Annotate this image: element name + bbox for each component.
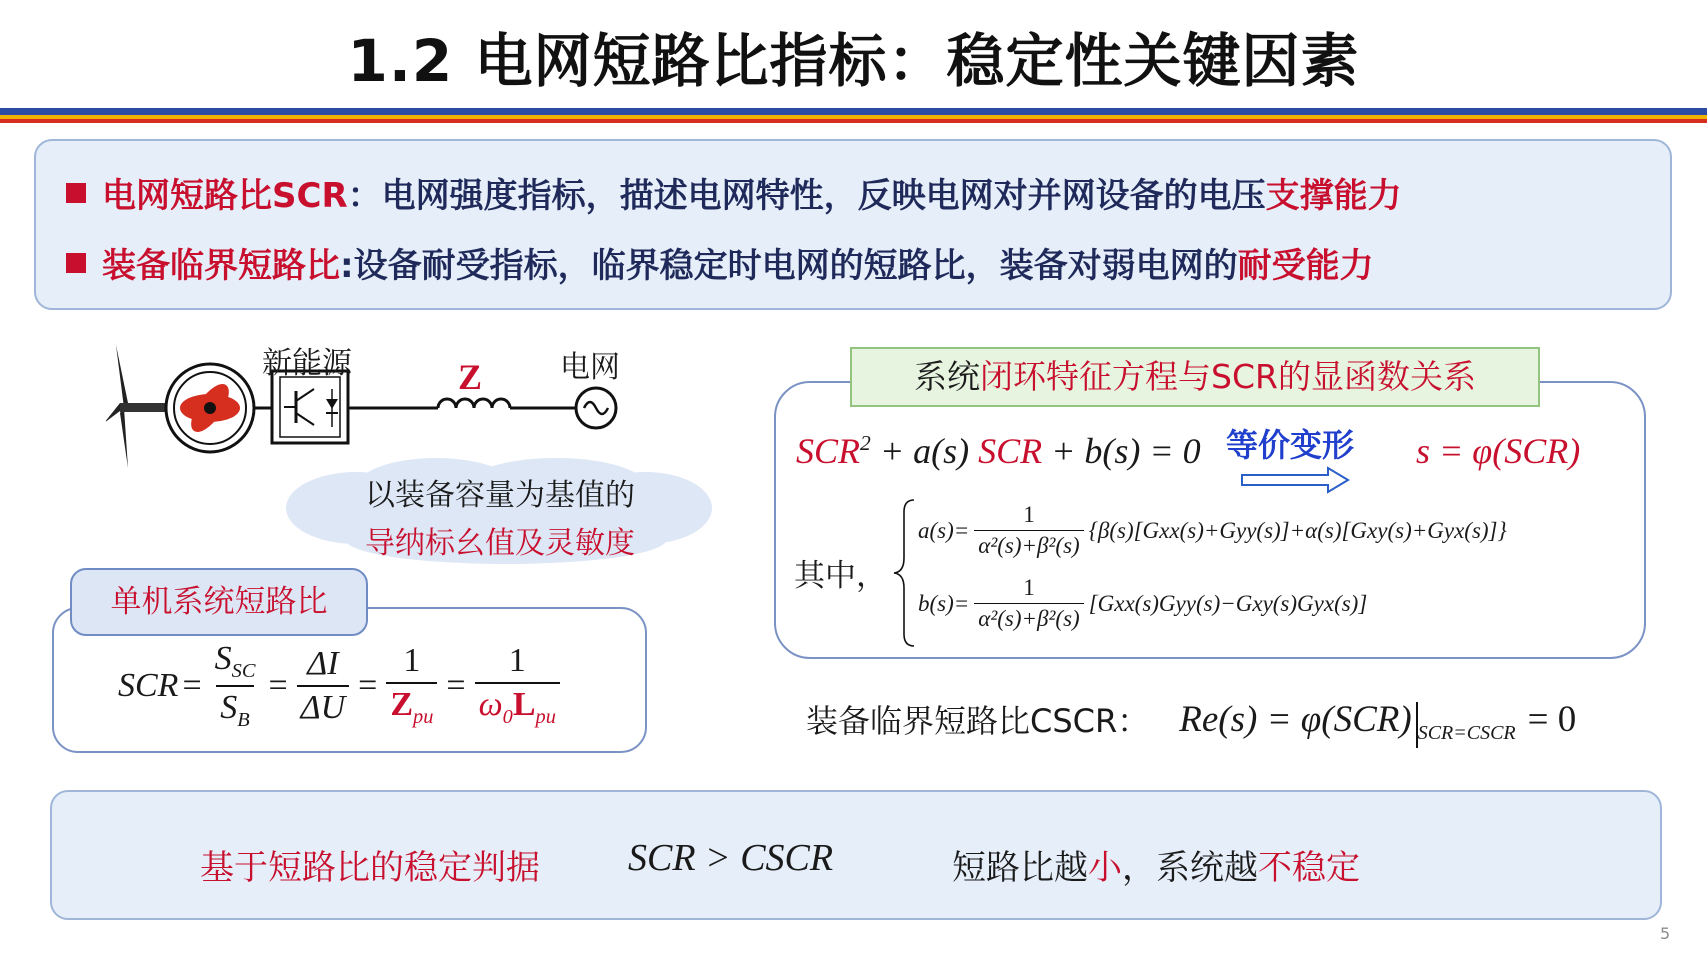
transform-arrow-icon	[1240, 466, 1352, 494]
frac-num: 1	[508, 642, 526, 680]
bullet-sep: ：	[347, 176, 382, 216]
explicit-function: s = φ(SCR)	[1416, 431, 1581, 471]
scr-formula	[118, 640, 565, 732]
criterion-description	[952, 840, 1360, 889]
characteristic-equation	[796, 430, 1201, 472]
cscr-definition	[806, 696, 1576, 742]
frac-den: Z	[390, 686, 414, 724]
bullet-cscr	[66, 238, 1374, 287]
desc-part: 短路比越	[952, 848, 1088, 888]
frac-num: ΔI	[307, 644, 339, 682]
frac-delta-ratio	[297, 645, 350, 727]
cloud-text-line2: 导纳标幺值及灵敏度	[365, 526, 635, 561]
eq-square: 2	[860, 431, 871, 455]
eq-sign: =	[446, 666, 466, 704]
cscr-equation	[1179, 696, 1576, 742]
cscr-eq-lhs: Re(s) = φ(SCR)	[1179, 698, 1412, 740]
page-number: 5	[1660, 924, 1671, 943]
grid-label: 电网	[560, 350, 620, 385]
inductance-L: L	[512, 686, 536, 724]
bullet-term: 电网短路比SCR	[102, 176, 348, 216]
frac-den: α²(s)+β²(s)	[974, 530, 1083, 559]
bullet-desc: 设备耐受指标，临界稳定时电网的短路比，装备对弱电网的	[353, 246, 1238, 286]
cscr-label: 装备临界短路比CSCR：	[806, 702, 1150, 740]
a-rhs: {β(s)[Gxx(s)+Gyy(s)]+α(s)[Gxy(s)+Gyx(s)]}	[1088, 517, 1507, 543]
tab-prefix: 系统	[914, 357, 981, 396]
b-fraction	[974, 575, 1083, 632]
left-brace-icon	[892, 498, 918, 648]
desc-emph-small: 小	[1088, 848, 1122, 888]
inductance-sub: pu	[535, 706, 556, 729]
eq-term-a: + a(s)	[879, 431, 970, 471]
page-title: 1.2 电网短路比指标：稳定性关键因素	[347, 27, 1360, 95]
frac-den: S	[220, 688, 238, 726]
omega-sub: 0	[502, 706, 513, 729]
title-bar-red	[0, 119, 1707, 123]
where-label: 其中，	[794, 558, 887, 594]
criterion-equation: SCR > CSCR	[628, 837, 834, 879]
bullet-emph: 支撑能力	[1265, 176, 1402, 216]
frac-s-ratio	[211, 640, 260, 732]
frac-den: ΔU	[297, 685, 350, 727]
eq-scr: SCR	[796, 431, 861, 471]
bullet-emph: 耐受能力	[1237, 246, 1374, 286]
criterion-label: 基于短路比的稳定判据	[200, 848, 540, 888]
bullet-desc: 电网强度指标，描述电网特性，反映电网对并网设备的电压	[381, 176, 1266, 216]
cloud-text-line1: 以装备容量为基值的	[365, 478, 635, 513]
frac-impedance	[386, 642, 437, 729]
bullet-square-icon	[66, 253, 86, 273]
eq-term-b: + b(s) = 0	[1051, 431, 1201, 471]
title-bar-blue	[0, 108, 1707, 115]
desc-emph-unstable: 不稳定	[1258, 848, 1360, 888]
frac-num-sub: SC	[231, 659, 256, 682]
cscr-eq-rhs: = 0	[1527, 698, 1577, 740]
frac-inductance	[475, 642, 560, 729]
scr-lhs: SCR	[118, 666, 179, 704]
bullet-term: 装备临界短路比	[102, 246, 340, 286]
bullet-sep: :	[340, 246, 354, 286]
desc-part: ，系统越	[1122, 848, 1258, 888]
frac-den: α²(s)+β²(s)	[974, 603, 1083, 632]
new-energy-label: 新能源	[262, 346, 352, 381]
b-s-equation	[918, 575, 1367, 632]
frac-num: 1	[403, 642, 421, 680]
bullet-square-icon	[66, 183, 86, 203]
a-s-equation	[918, 502, 1507, 559]
eq-sign: =	[358, 666, 378, 704]
generator-icon	[166, 364, 254, 452]
impedance-label: Z	[458, 357, 483, 397]
equivalent-transform-label: 等价变形	[1226, 426, 1355, 464]
eq-scr-2: SCR	[978, 431, 1043, 471]
wind-turbine-icon	[106, 345, 170, 468]
inductor-icon	[438, 399, 510, 408]
frac-num: 1	[1023, 502, 1035, 527]
closed-loop-tab	[850, 347, 1540, 407]
cscr-eq-sub: SCR=CSCR	[1417, 721, 1516, 744]
bullet-scr	[66, 168, 1402, 217]
eq-sign: =	[182, 666, 202, 704]
a-fraction	[974, 502, 1083, 559]
tab-red-text: 闭环特征方程与SCR的显函数关系	[980, 357, 1476, 396]
frac-num: S	[214, 640, 232, 677]
single-machine-tab: 单机系统短路比	[70, 568, 368, 636]
frac-num: 1	[1023, 575, 1035, 600]
eq-sign: =	[268, 666, 288, 704]
frac-den-sub: B	[237, 708, 250, 731]
frac-den-sub: pu	[413, 706, 434, 729]
b-lhs: b(s)=	[918, 590, 970, 616]
b-rhs: [Gxx(s)Gyy(s)−Gxy(s)Gyx(s)]	[1088, 590, 1368, 616]
a-lhs: a(s)=	[918, 517, 970, 543]
ac-grid-icon	[576, 388, 616, 428]
omega: ω	[478, 686, 503, 724]
